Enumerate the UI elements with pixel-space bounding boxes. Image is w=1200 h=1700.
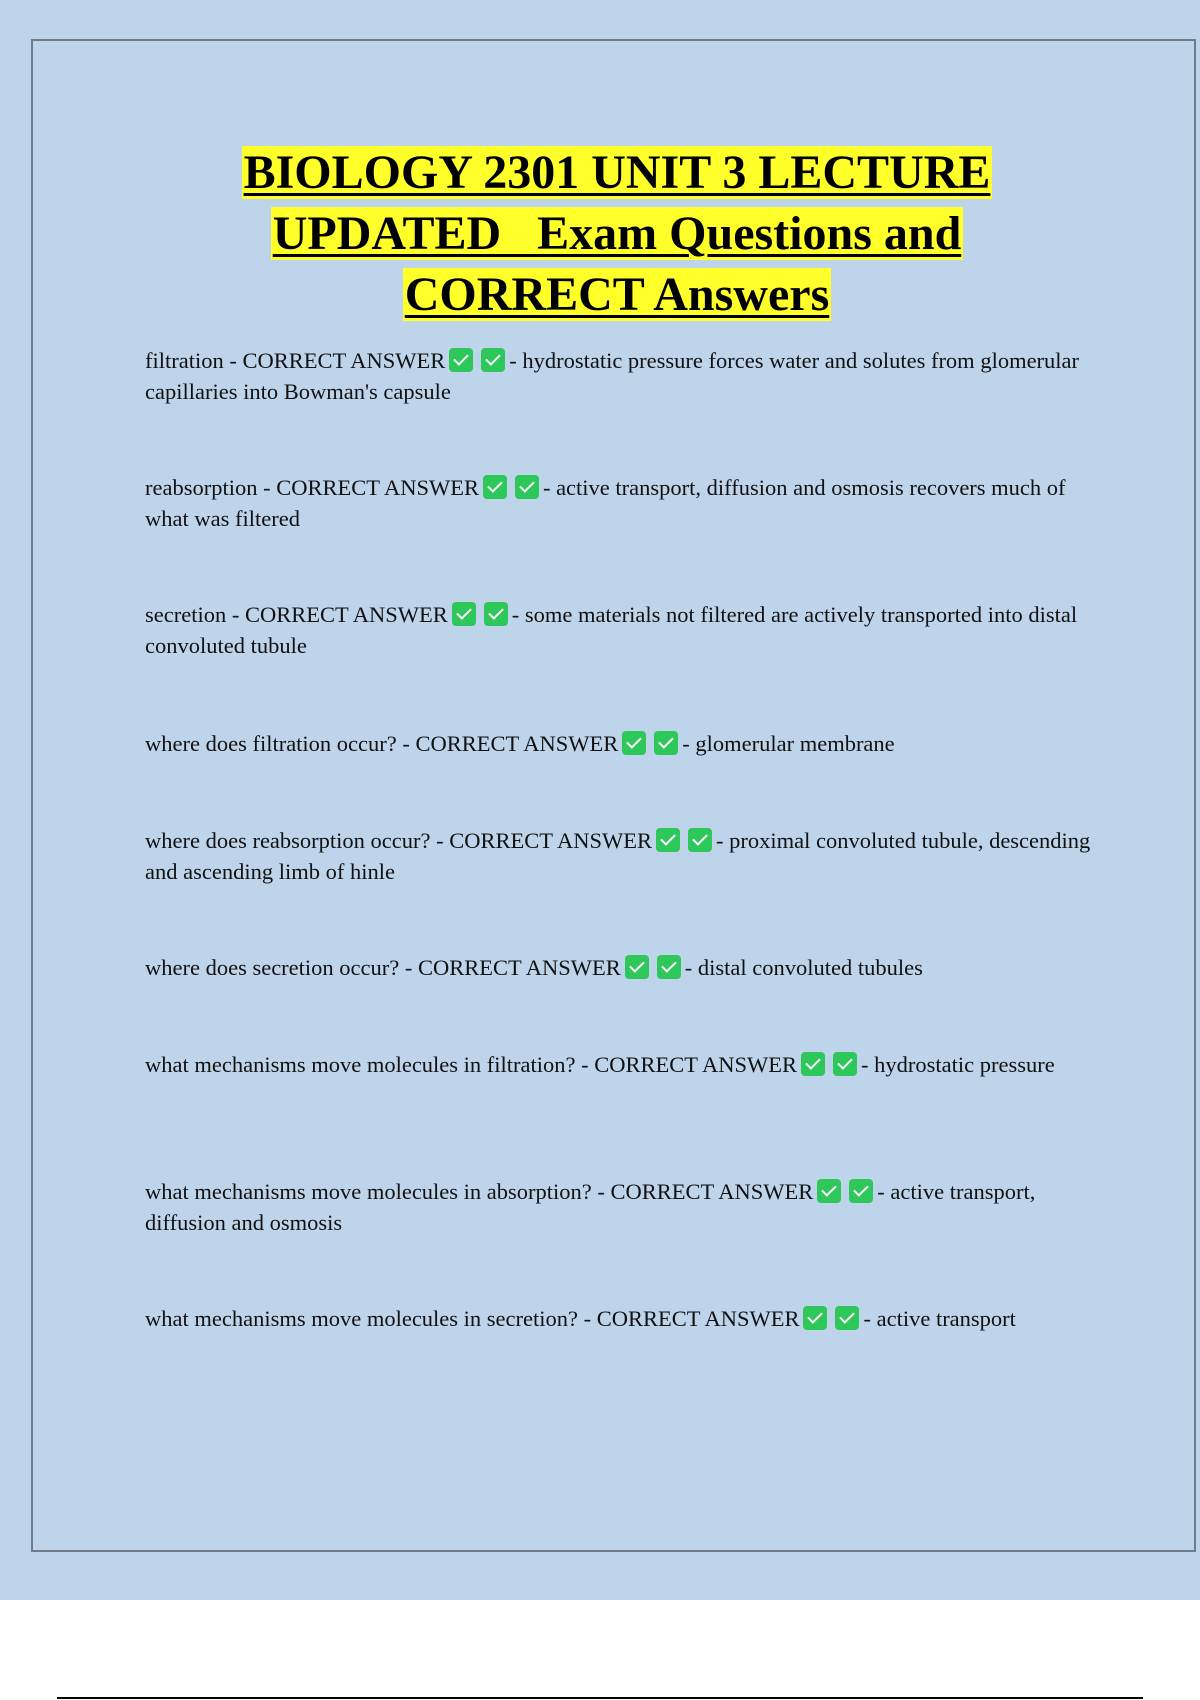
answer-text: - some materials not filtered are actively transported into distal convoluted tubule <box>145 602 1078 658</box>
question-text: filtration <box>145 348 224 373</box>
check-icon <box>515 475 539 499</box>
check-icon <box>801 1052 825 1076</box>
check-icon <box>849 1179 873 1203</box>
qa-item <box>145 472 1100 534</box>
question-text: where does secretion occur? <box>145 955 400 980</box>
answer-separator: - CORRECT ANSWER <box>263 475 479 500</box>
check-icon <box>656 828 680 852</box>
question-text: what mechanisms move molecules in secretion? <box>145 1306 578 1331</box>
answer-text: - hydrostatic pressure <box>861 1052 1055 1077</box>
question-text: secretion <box>145 602 227 627</box>
answer-separator: - CORRECT ANSWER <box>436 828 652 853</box>
question-text: where does filtration occur? <box>145 731 397 756</box>
question-text: what mechanisms move molecules in filtration? <box>145 1052 576 1077</box>
answer-separator: - CORRECT ANSWER <box>402 731 619 756</box>
qa-item <box>145 599 1100 661</box>
answer-separator: - CORRECT ANSWER <box>404 955 621 980</box>
qa-item <box>145 1176 1100 1238</box>
title-line-3: CORRECT Answers <box>404 268 830 321</box>
qa-item <box>145 1303 1100 1334</box>
check-icon <box>657 955 681 979</box>
check-icon <box>449 348 473 372</box>
check-icon <box>654 731 678 755</box>
check-icon <box>625 955 649 979</box>
answer-separator: - CORRECT ANSWER <box>581 1052 797 1077</box>
check-icon <box>817 1179 841 1203</box>
answer-text: - active transport <box>863 1306 1016 1331</box>
answer-separator: - CORRECT ANSWER <box>583 1306 800 1331</box>
title-line-1: BIOLOGY 2301 UNIT 3 LECTURE <box>243 146 991 199</box>
qa-item <box>145 1049 1100 1080</box>
answer-separator: - CORRECT ANSWER <box>231 602 448 627</box>
question-text: reabsorption <box>145 475 258 500</box>
check-icon <box>622 731 646 755</box>
qa-item <box>145 952 1100 983</box>
answer-text: - active transport, diffusion and osmosis recovers much of what was filtered <box>145 475 1066 531</box>
qa-item <box>145 345 1100 407</box>
title-line-2: UPDATED Exam Questions and <box>272 207 962 260</box>
answer-text: - glomerular membrane <box>682 731 895 756</box>
check-icon <box>803 1306 827 1330</box>
check-icon <box>688 828 712 852</box>
answer-text: - distal convoluted tubules <box>684 955 923 980</box>
check-icon <box>481 348 505 372</box>
check-icon <box>483 475 507 499</box>
answer-separator: - CORRECT ANSWER <box>597 1179 814 1204</box>
footer-divider <box>57 1697 1143 1699</box>
check-icon <box>833 1052 857 1076</box>
question-text: where does reabsorption occur? <box>145 828 431 853</box>
answer-text: - hydrostatic pressure forces water and solutes from glomerular capillaries into Bowman's capsule <box>145 348 1080 404</box>
check-icon <box>835 1306 859 1330</box>
answer-text: - proximal convoluted tubule, descending and ascending limb of hinle <box>145 828 1091 884</box>
question-text: what mechanisms move molecules in absorption? <box>145 1179 592 1204</box>
check-icon <box>484 602 508 626</box>
answer-text: - active transport, diffusion and osmosis <box>145 1179 1036 1235</box>
check-icon <box>452 602 476 626</box>
qa-item <box>145 728 1100 759</box>
document-title <box>31 142 1200 325</box>
qa-item <box>145 825 1100 887</box>
answer-separator: - CORRECT ANSWER <box>229 348 446 373</box>
